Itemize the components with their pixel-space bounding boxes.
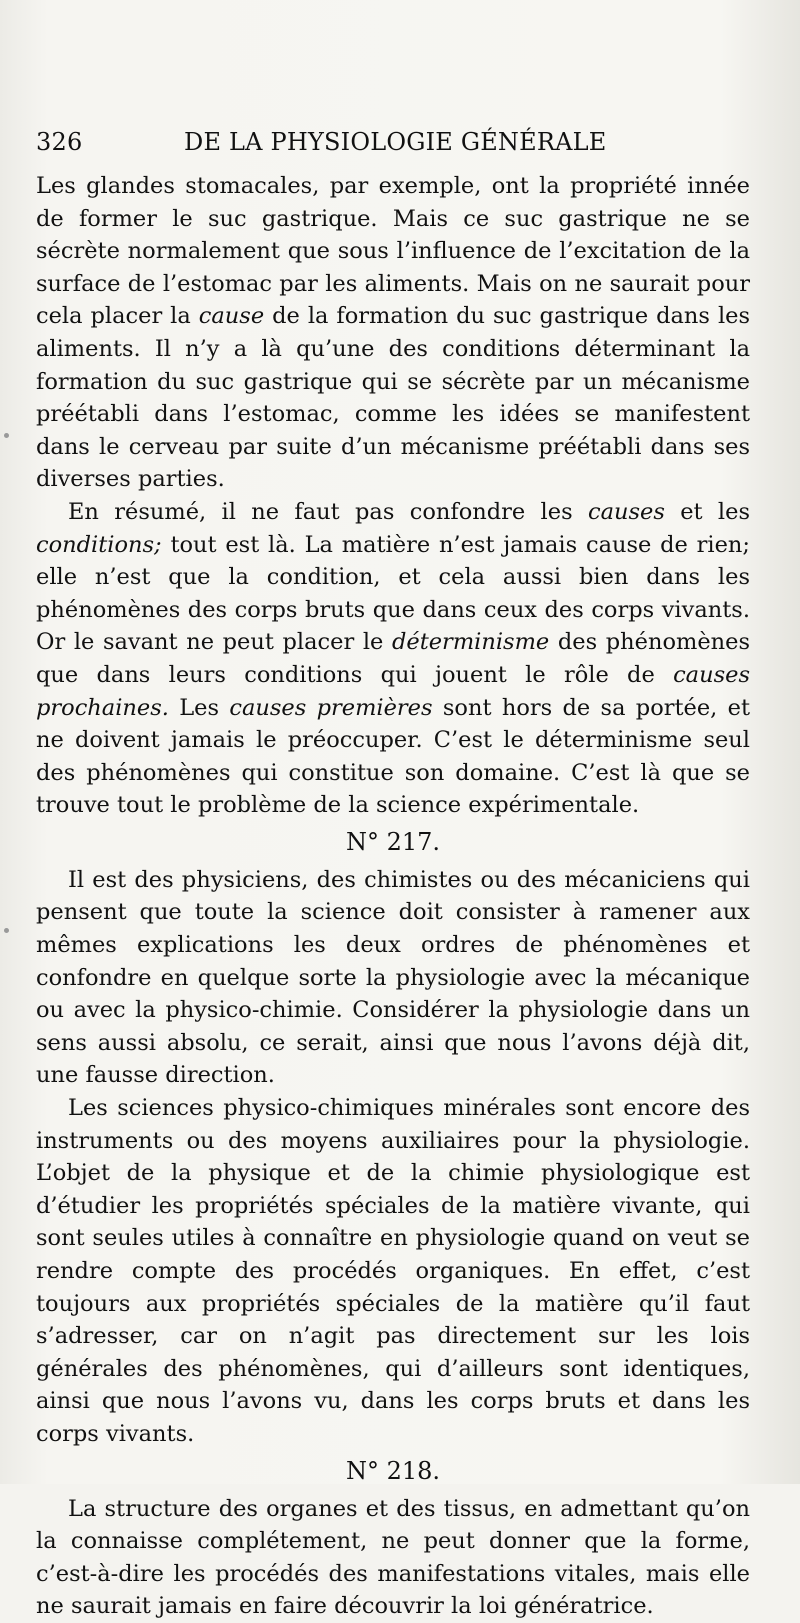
italic-text-run: conditions; (36, 531, 162, 558)
text-run: de la formation du suc gastrique dans les aliments. Il n’y a là qu’une des conditions déterminant la formation du suc gastrique qui se sécrète par un mécanisme préétabli dans l’estomac, comme les idées se manifestent dans le cerveau par suite d’un mécanisme préétabli dans ses diverses parties. (36, 303, 751, 493)
margin-speck (4, 928, 9, 933)
paragraph-5 (36, 1493, 750, 1623)
italic-text-run: causes prochaines. (36, 661, 750, 721)
section-heading-218: N° 218. (345, 1456, 441, 1485)
page-body (36, 170, 750, 1623)
paragraph-3 (36, 864, 750, 1092)
section-heading-217: N° 217. (345, 827, 441, 856)
page-number: 326 (36, 128, 83, 156)
text-run: En résumé, il ne faut pas confondre les (68, 498, 588, 525)
text-run: Les sciences physico-chimiques minérales sont encore des instruments ou des moyens auxiliaires pour la physiologie. L’objet de la physique et de la chimie physiologique est d’étudier les propriétés spéciales de la matière vivante, qui sont seules utiles à connaître en physiologie quand on veut se rendre compte des procédés organiques. En effet, c’est toujours aux propriétés spéciales de la matière qu’il faut s’adresser, car on n’agit pas directement sur les lois générales des phénomènes, qui d’ailleurs sont identiques, ainsi que nous l’avons vu, dans les corps bruts et dans les corps vivants. (36, 1095, 750, 1447)
page-header (36, 128, 616, 164)
paragraph-4 (36, 1092, 750, 1451)
text-run: et les (664, 498, 750, 525)
text-run: des phénomènes que dans leurs conditions qui jouent le rôle de (36, 629, 751, 688)
text-run: Il est des physiciens, des chimistes ou des mécaniciens qui pensent que toute la science doit consister à ramener aux mêmes explications les deux ordres de phénomènes et confondre en quelque sorte la physiologie avec la mécanique ou avec la physico-chimie. Considérer la physiologie dans un sens aussi absolu, ce serait, ainsi que nous l’avons déjà dit, une fausse direction. (36, 866, 750, 1089)
margin-speck (4, 433, 9, 438)
text-run: tout est là. La matière n’est jamais cause de rien; elle n’est que la condition, et cela aussi bien dans les phénomènes des corps bruts que dans ceux des corps vivants. Or le savant ne peut placer le (36, 531, 750, 656)
italic-text-run: causes premières (229, 694, 433, 721)
paragraph-1 (36, 170, 750, 496)
paragraph-2 (36, 496, 750, 822)
text-run: sont hors de sa portée, et ne doivent jamais le préoccuper. C’est le déterminisme seul des phénomènes qui constitue son domaine. C’est là que se trouve tout le problème de la science expérimentale. (36, 694, 751, 819)
italic-text-run: cause (198, 303, 265, 330)
italic-text-run: causes (587, 498, 665, 525)
italic-text-run: déterminisme (391, 629, 550, 656)
text-run: Les glandes stomacales, par exemple, ont la propriété innée de former le suc gastrique. Mais ce suc gastrique ne se sécrète normalement que sous l’influence de l’excitation de la surface de l’estomac par les aliments. Mais on ne saurait pour cela placer la (36, 173, 750, 330)
text-run: Les (168, 694, 230, 721)
running-title: DE LA PHYSIOLOGIE GÉNÉRALE (184, 128, 607, 156)
text-run: La structure des organes et des tissus, en admettant qu’on la connaisse complétement, ne peut donner que la forme, c’est-à-dire les procédés des manifestations vitales, mais elle ne saurait jamais en faire découvrir la loi génératrice. (36, 1495, 750, 1620)
